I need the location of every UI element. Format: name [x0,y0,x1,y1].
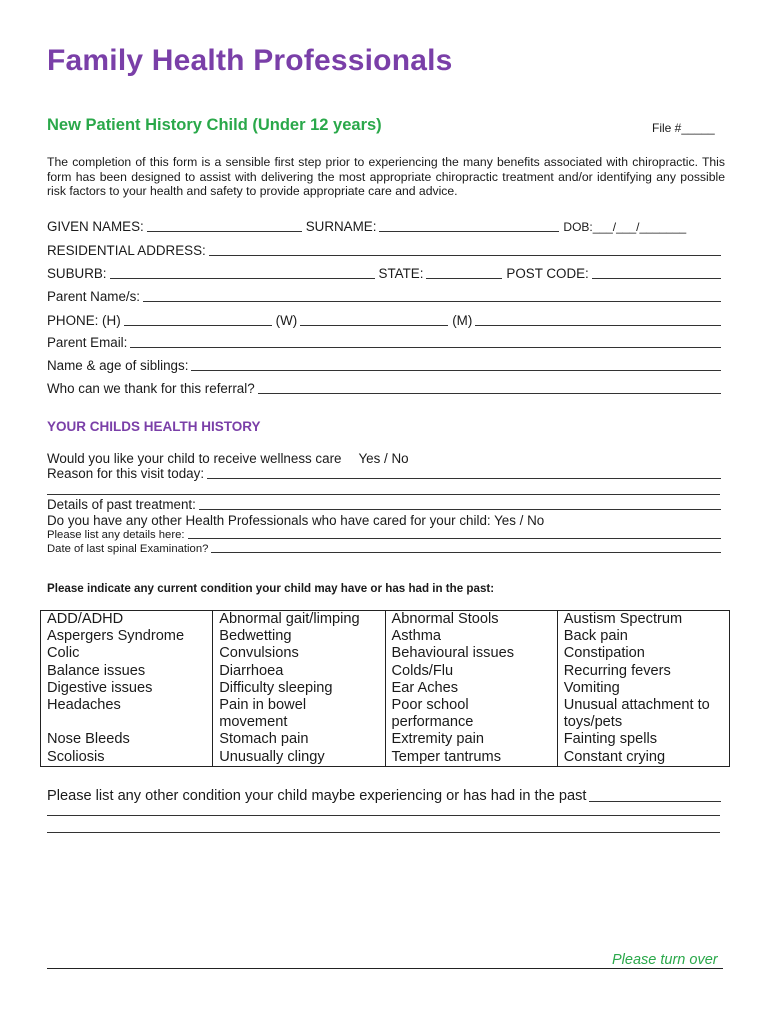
condition-item[interactable]: Abnormal Stools [391,611,499,627]
condition-item[interactable]: Headaches [47,697,121,714]
phone-home-label: PHONE: (H) [47,313,121,328]
conditions-column-2 [213,611,385,767]
conditions-column-3 [385,611,557,767]
dob-field[interactable]: DOB:___/___/_______ [563,220,687,234]
condition-item[interactable]: Asthma [391,628,441,645]
condition-item[interactable]: Nose Bleeds [47,731,130,748]
parent-names-field[interactable] [143,288,721,302]
condition-item[interactable]: Constipation [563,645,645,662]
condition-item[interactable]: Convulsions [219,645,299,662]
health-history-heading: YOUR CHILDS HEALTH HISTORY [47,419,261,434]
other-condition-row [47,784,723,804]
condition-item[interactable]: Stomach pain [219,731,309,748]
condition-item[interactable]: movement [219,714,288,731]
condition-item[interactable]: Ear Aches [391,679,459,696]
last-spinal-label: Date of last spinal Examination? [47,543,209,555]
surname-label: SURNAME: [305,219,377,234]
condition-item[interactable]: Scoliosis [47,748,105,765]
condition-item[interactable]: Pain in bowel [219,697,307,714]
condition-item[interactable]: Unusual attachment to [563,697,710,714]
condition-item[interactable]: Digestive issues [47,679,153,696]
siblings-label: Name & age of siblings: [47,358,189,373]
address-row [47,240,723,258]
state-label: STATE: [378,266,424,281]
wellness-yes-no[interactable]: Yes / No [358,451,409,466]
other-condition-field[interactable] [589,788,721,802]
given-names-field[interactable] [147,218,302,232]
condition-item[interactable]: Vomiting [563,679,620,696]
past-treatment-field[interactable] [199,496,721,510]
condition-item[interactable] [47,714,206,731]
phone-mobile-field[interactable] [475,312,721,326]
wellness-question: Would you like your child to receive wellness care [47,451,342,466]
details-field[interactable] [188,527,721,539]
postcode-field[interactable] [592,265,721,279]
phone-mobile-label: (M) [452,313,473,328]
reason-field[interactable] [207,465,721,479]
turn-over-note: Please turn over [612,952,718,968]
condition-item[interactable]: Temper tantrums [391,748,501,765]
address-field[interactable] [209,242,721,256]
condition-item[interactable]: Behavioural issues [391,645,514,662]
state-field[interactable] [426,265,502,279]
referral-label: Who can we thank for this referral? [47,381,255,396]
reason-row [47,463,723,481]
parent-email-label: Parent Email: [47,335,128,350]
details-label: Please list any details here: [47,529,185,541]
other-condition-line-3[interactable] [47,832,720,833]
suburb-label: SUBURB: [47,266,107,281]
address-label: RESIDENTIAL ADDRESS: [47,243,206,258]
siblings-field[interactable] [191,357,721,371]
given-names-label: GIVEN NAMES: [47,219,144,234]
condition-item[interactable]: Aspergers Syndrome [47,628,185,645]
name-dob-row [47,216,723,234]
condition-item[interactable]: toys/pets [563,714,623,731]
condition-item[interactable]: ADD/ADHD [47,611,124,627]
parent-email-row [47,332,723,350]
condition-item[interactable]: Poor school [391,697,469,714]
form-title: Family Health Professionals [47,44,453,77]
parent-email-field[interactable] [130,334,721,348]
reason-label: Reason for this visit today: [47,466,205,481]
other-condition-line-2[interactable] [47,815,720,816]
condition-item[interactable]: performance [391,714,474,731]
condition-item[interactable]: Diarrhoea [219,662,284,679]
intro-paragraph: The completion of this form is a sensible first step prior to experiencing the many benefits associated with chiropractic. This form has been designed to assist with delivering the most appropriate chiropractic treatment and/or identifying any possible risk factors to your health and safety to provide appropriate care and advice. [47,155,725,199]
surname-field[interactable] [379,218,559,232]
last-spinal-field[interactable] [211,541,721,553]
table-row [41,611,730,767]
condition-item[interactable]: Unusually clingy [219,748,325,765]
phone-home-field[interactable] [124,312,272,326]
other-condition-label: Please list any other condition your child maybe experiencing or has had in the past [47,788,587,804]
conditions-column-1 [41,611,213,767]
details-row [47,526,723,541]
phone-work-label: (W) [275,313,298,328]
condition-item[interactable]: Balance issues [47,662,146,679]
form-subtitle: New Patient History Child (Under 12 years) [47,116,382,134]
condition-item[interactable]: Colic [47,645,80,662]
footer-divider [47,968,723,969]
past-treatment-label: Details of past treatment: [47,497,196,512]
parent-names-row [47,286,723,304]
conditions-heading: Please indicate any current condition your child may have or has had in the past: [47,582,495,595]
file-number-field[interactable]: File #_____ [652,121,715,135]
other-professionals-question[interactable]: Do you have any other Health Professionals who have cared for your child: Yes / No [47,513,545,528]
condition-item[interactable]: Fainting spells [563,731,658,748]
referral-row [47,378,723,396]
referral-field[interactable] [258,380,721,394]
last-spinal-row [47,540,723,555]
condition-item[interactable]: Bedwetting [219,628,292,645]
conditions-table [40,610,730,767]
condition-item[interactable]: Constant crying [563,748,666,765]
condition-item[interactable]: Extremity pain [391,731,484,748]
condition-item[interactable]: Recurring fevers [563,662,671,679]
condition-item[interactable]: Back pain [563,628,628,645]
postcode-label: POST CODE: [506,266,589,281]
condition-item[interactable]: Abnormal gait/limping [219,611,360,627]
suburb-row [47,263,723,281]
parent-names-label: Parent Name/s: [47,289,141,304]
condition-item[interactable]: Colds/Flu [391,662,454,679]
suburb-field[interactable] [110,265,375,279]
condition-item[interactable]: Difficulty sleeping [219,679,333,696]
conditions-column-4 [557,611,729,767]
phone-row [47,310,723,328]
phone-work-field[interactable] [300,312,448,326]
siblings-row [47,355,723,373]
condition-item[interactable]: Austism Spectrum [563,611,683,627]
